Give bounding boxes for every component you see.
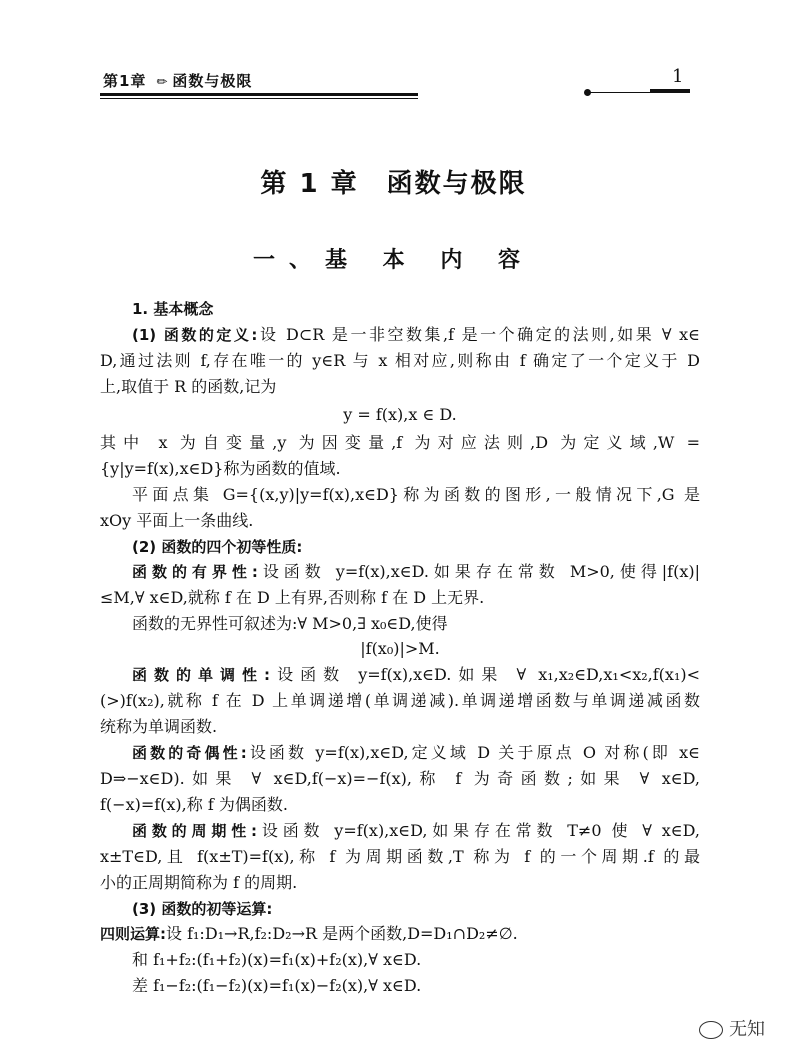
pen-icon: ✏: [156, 75, 169, 90]
paragraph-line: [132, 561, 700, 583]
term-label: 函数的有界性:: [132, 563, 258, 581]
subsection-heading: (2) 函数的四个初等性质:: [132, 538, 303, 556]
paragraph-line: 统称为单调函数.: [100, 717, 218, 736]
line-text: 设函数 y=f(x),x∈D,如果存在常数 T≠0 使 ∀ x∈D,: [257, 821, 700, 840]
paragraph-line: D⇒−x∈D).如果 ∀ x∈D,f(−x)=−f(x),称 f 为奇函数;如果 ∀ x∈D,: [100, 769, 700, 788]
paragraph-line: xOy 平面上一条曲线.: [100, 511, 254, 530]
chapter-number: 第 1 章: [260, 169, 359, 199]
header-rule: [100, 93, 418, 96]
paragraph-line: [132, 742, 700, 764]
subsection-heading: (3) 函数的初等运算:: [132, 900, 273, 918]
chapter-name: 函数与极限: [386, 169, 527, 199]
running-header-title: [103, 70, 256, 91]
line-text: 设函数 y=f(x),x∈D,定义域 D 关于原点 O 对称(即 x∈: [246, 743, 700, 762]
paragraph-line: x±T∈D,且 f(x±T)=f(x),称 f 为周期函数,T 称为 f 的一个周期.f 的最: [100, 847, 700, 866]
paragraph-line: 差 f₁−f₂:(f₁−f₂)(x)=f₁(x)−f₂(x),∀ x∈D.: [132, 976, 422, 995]
paragraph-line: 小的正周期简称为 f 的周期.: [100, 873, 298, 892]
formula: y = f(x),x ∈ D.: [343, 405, 457, 424]
header-rule-right-thick: [650, 89, 690, 93]
header-chapter: 第1章: [103, 72, 147, 90]
header-rule-thin: [100, 98, 418, 99]
subsection-heading: 1. 基本概念: [132, 300, 214, 318]
paragraph-line: D,通过法则 f,存在唯一的 y∈R 与 x 相对应,则称由 f 确定了一个定义于 D: [100, 351, 700, 370]
paragraph-line: 平面点集 G={(x,y)|y=f(x),x∈D}称为函数的图形,一般情况下,G 是: [132, 485, 700, 504]
term-label: 函数的单调性:: [132, 666, 271, 684]
line-text: 设函数 y=f(x),x∈D.如果 ∀ x₁,x₂∈D,x₁<x₂,f(x₁)<: [270, 665, 701, 684]
paragraph-line: {y|y=f(x),x∈D}称为函数的值域.: [100, 459, 341, 478]
paragraph-line: 上,取值于 R 的函数,记为: [100, 377, 277, 396]
paragraph-line: [132, 820, 700, 842]
section-title: 一、基 本 内 容: [253, 247, 534, 273]
paragraph-line: [132, 664, 700, 686]
paragraph-line: 其中 x 为自变量,y 为因变量,f 为对应法则,D 为定义域,W =: [100, 433, 700, 452]
paragraph-line: ≤M,∀ x∈D,就称 f 在 D 上有界,否则称 f 在 D 上无界.: [100, 588, 485, 607]
term-label: (1) 函数的定义:: [132, 326, 258, 344]
watermark: [699, 1015, 765, 1041]
line-text: 设 f₁:D₁→R,f₂:D₂→R 是两个函数,D=D₁∩D₂≠∅.: [166, 924, 518, 943]
chapter-title: [0, 163, 787, 200]
formula: |f(x₀)|>M.: [360, 639, 440, 658]
wechat-icon: [699, 1021, 723, 1039]
paragraph-line: 函数的无界性可叙述为:∀ M>0,∃ x₀∈D,使得: [132, 614, 448, 633]
watermark-text: 无知: [729, 1019, 765, 1040]
paragraph-line: [132, 324, 700, 346]
term-label: 函数的奇偶性:: [132, 744, 247, 762]
paragraph-line: [100, 923, 700, 945]
term-label: 四则运算:: [100, 925, 166, 943]
term-label: 函数的周期性:: [132, 822, 258, 840]
paragraph-line: f(−x)=f(x),称 f 为偶函数.: [100, 795, 288, 814]
paragraph-line: 和 f₁+f₂:(f₁+f₂)(x)=f₁(x)+f₂(x),∀ x∈D.: [132, 950, 422, 969]
page-number: 1: [672, 66, 684, 87]
line-text: 设 D⊂R 是一非空数集,f 是一个确定的法则,如果 ∀ x∈: [257, 325, 700, 344]
paragraph-line: (>)f(x₂),就称 f 在 D 上单调递增(单调递减).单调递增函数与单调递减函数: [100, 691, 700, 710]
line-text: 设函数 y=f(x),x∈D.如果存在常数 M>0,使得|f(x)|: [257, 562, 700, 581]
header-title: 函数与极限: [172, 72, 253, 90]
